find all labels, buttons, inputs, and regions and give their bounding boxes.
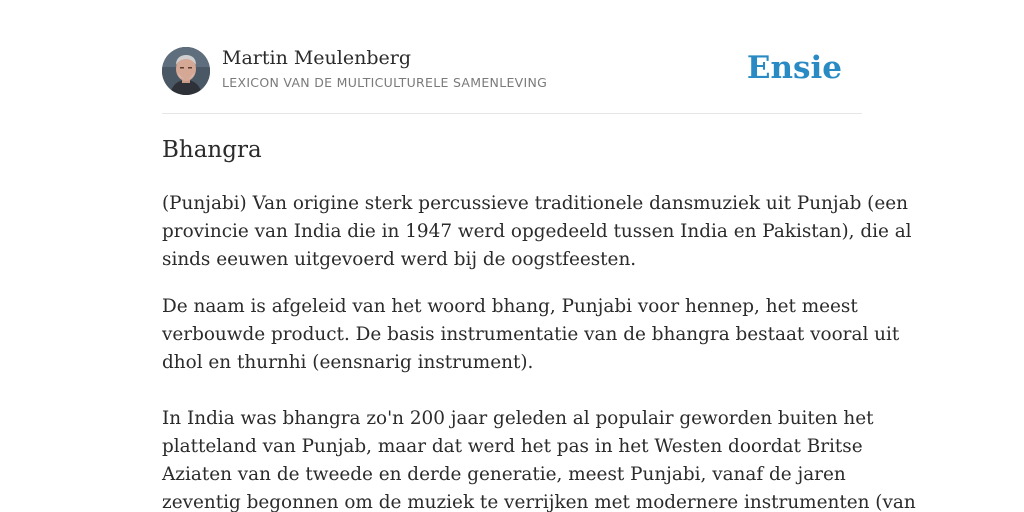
text-line: platteland van Punjab, maar dat werd het pas in het Westen doordat Britse	[162, 436, 863, 457]
text-line: verbouwde product. De basis instrumentatie van de bhangra bestaat vooral uit	[162, 324, 900, 345]
line-break	[162, 377, 862, 405]
entry-title: Bhangra	[162, 137, 262, 163]
text-line: dhol en thurnhi (eensnarig instrument).	[162, 352, 534, 373]
author-portrait-icon	[162, 47, 210, 95]
collection-name[interactable]: LEXICON VAN DE MULTICULTURELE SAMENLEVING	[222, 75, 548, 90]
header-divider	[162, 113, 862, 114]
ensie-logo[interactable]: Ensie	[746, 50, 842, 86]
author-avatar[interactable]	[162, 47, 210, 95]
text-line: sinds eeuwen uitgevoerd werd bij de oogstfeesten.	[162, 249, 637, 270]
text-line: Aziaten van de tweede en derde generatie, meest Punjabi, vanaf de jaren	[162, 464, 846, 485]
text-line: zeventig begonnen om de muziek te verrijken met modernere instrumenten (van	[162, 492, 916, 512]
entry-header	[162, 46, 862, 96]
text-line: provincie van India die in 1947 werd opgedeeld tussen India en Pakistan), die al	[162, 221, 912, 242]
paragraph	[162, 190, 912, 274]
author-name[interactable]: Martin Meulenberg	[222, 47, 411, 69]
text-line: (Punjabi) Van origine sterk percussieve traditionele dansmuziek uit Punjab (een	[162, 193, 908, 214]
text-line: De naam is afgeleid van het woord bhang, Punjabi voor hennep, het meest	[162, 296, 858, 317]
entry-body	[162, 190, 916, 512]
paragraph	[162, 293, 916, 512]
text-line: In India was bhangra zo'n 200 jaar geleden al populair geworden buiten het	[162, 408, 874, 429]
